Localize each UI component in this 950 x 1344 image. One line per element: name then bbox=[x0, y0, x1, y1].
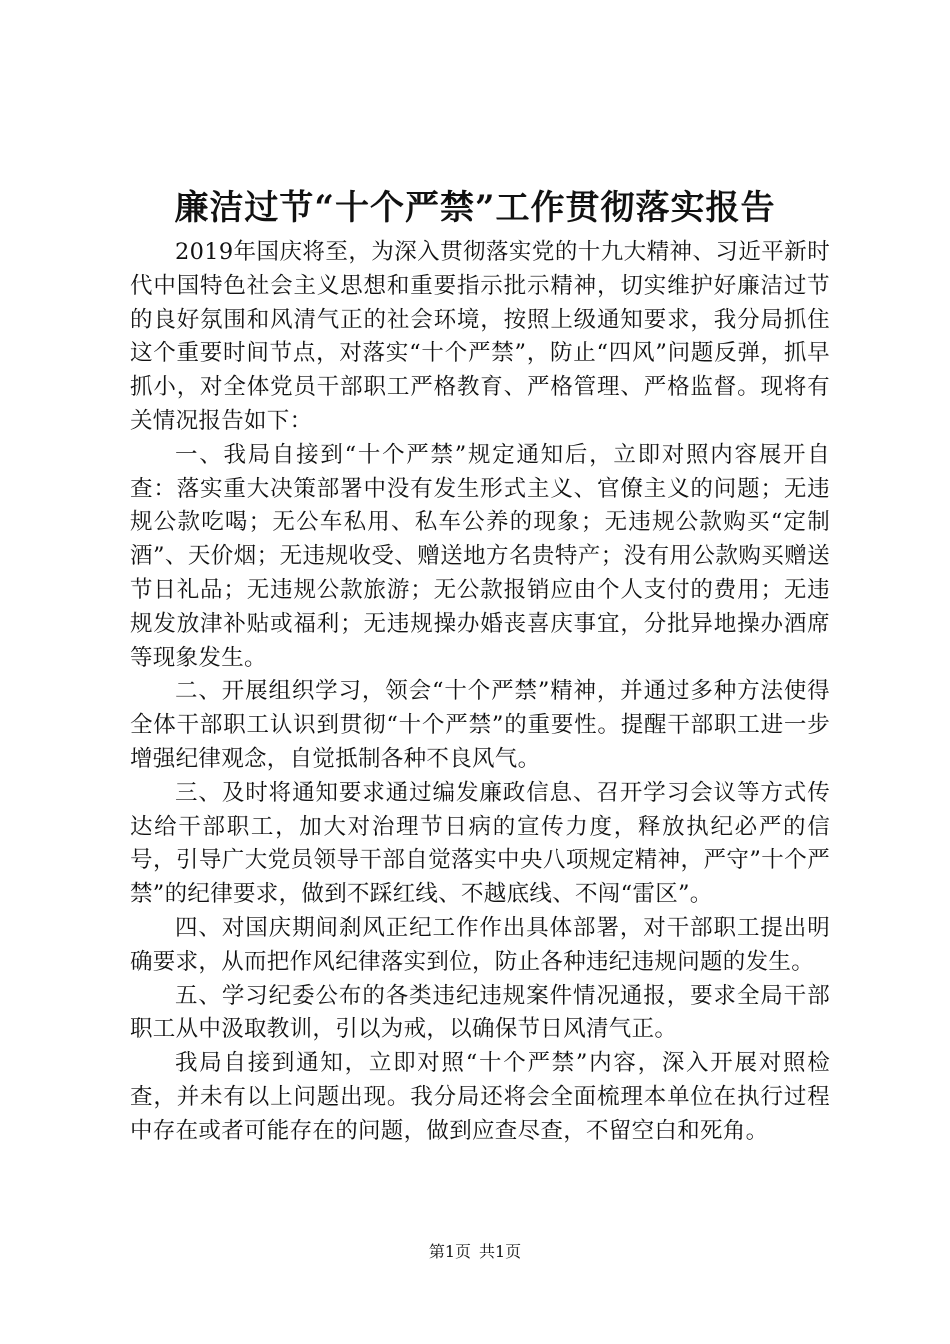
paragraph-item-5: 五、学习纪委公布的各类违纪违规案件情况通报，要求全局干部职工从中汲取教训，引以为戒，以确保节日风清气正。 bbox=[130, 982, 830, 1043]
page-footer bbox=[0, 1240, 950, 1264]
page-number-current: 第1页 bbox=[428, 1242, 471, 1261]
document-title: 廉洁过节“十个严禁”工作贯彻落实报告 bbox=[174, 188, 776, 228]
paragraph-item-2: 二、开展组织学习，领会“十个严禁”精神，并通过多种方法使得全体干部职工认识到贯彻“十个严禁”的重要性。提醒干部职工进一步增强纪律观念，自觉抵制各种不良风气。 bbox=[130, 678, 830, 772]
paragraph-intro: 2019年国庆将至，为深入贯彻落实党的十九大精神、习近平新时代中国特色社会主义思想和重要指示批示精神，切实维护好廉洁过节的良好氛围和风清气正的社会环境，按照上级通知要求，我分局抓住这个重要时间节点，对落实“十个严禁”，防止“四风”问题反弹，抓早抓小，对全体党员干部职工严格教育、严格管理、严格监督。现将有关情况报告如下： bbox=[130, 239, 830, 434]
document-body bbox=[130, 236, 830, 1149]
paragraph-item-3: 三、及时将通知要求通过编发廉政信息、召开学习会议等方式传达给干部职工，加大对治理节日病的宣传力度，释放执纪必严的信号，引导广大党员领导干部自觉落实中央八项规定精神，严守”十个严禁”的纪律要求，做到不踩红线、不越底线、不闯“雷区”。 bbox=[130, 779, 830, 908]
page-number-total: 共1页 bbox=[479, 1242, 522, 1261]
paragraph-item-4: 四、对国庆期间刹风正纪工作作出具体部署，对干部职工提出明确要求，从而把作风纪律落实到位，防止各种违纪违规问题的发生。 bbox=[130, 914, 830, 975]
paragraph-conclusion: 我局自接到通知，立即对照“十个严禁”内容，深入开展对照检查，并未有以上问题出现。我分局还将会全面梳理本单位在执行过程中存在或者可能存在的问题，做到应查尽查，不留空白和死角。 bbox=[130, 1050, 830, 1144]
paragraph-item-1: 一、我局自接到“十个严禁”规定通知后，立即对照内容展开自查：落实重大决策部署中没有发生形式主义、官僚主义的问题；无违规公款吃喝；无公车私用、私车公养的现象；无违规公款购买“定制酒”、天价烟；无违规收受、赠送地方名贵特产；没有用公款购买赠送节日礼品；无违规公款旅游；无公款报销应由个人支付的费用；无违规发放津补贴或福利；无违规操办婚丧喜庆事宜，分批异地操办酒席等现象发生。 bbox=[130, 441, 830, 671]
